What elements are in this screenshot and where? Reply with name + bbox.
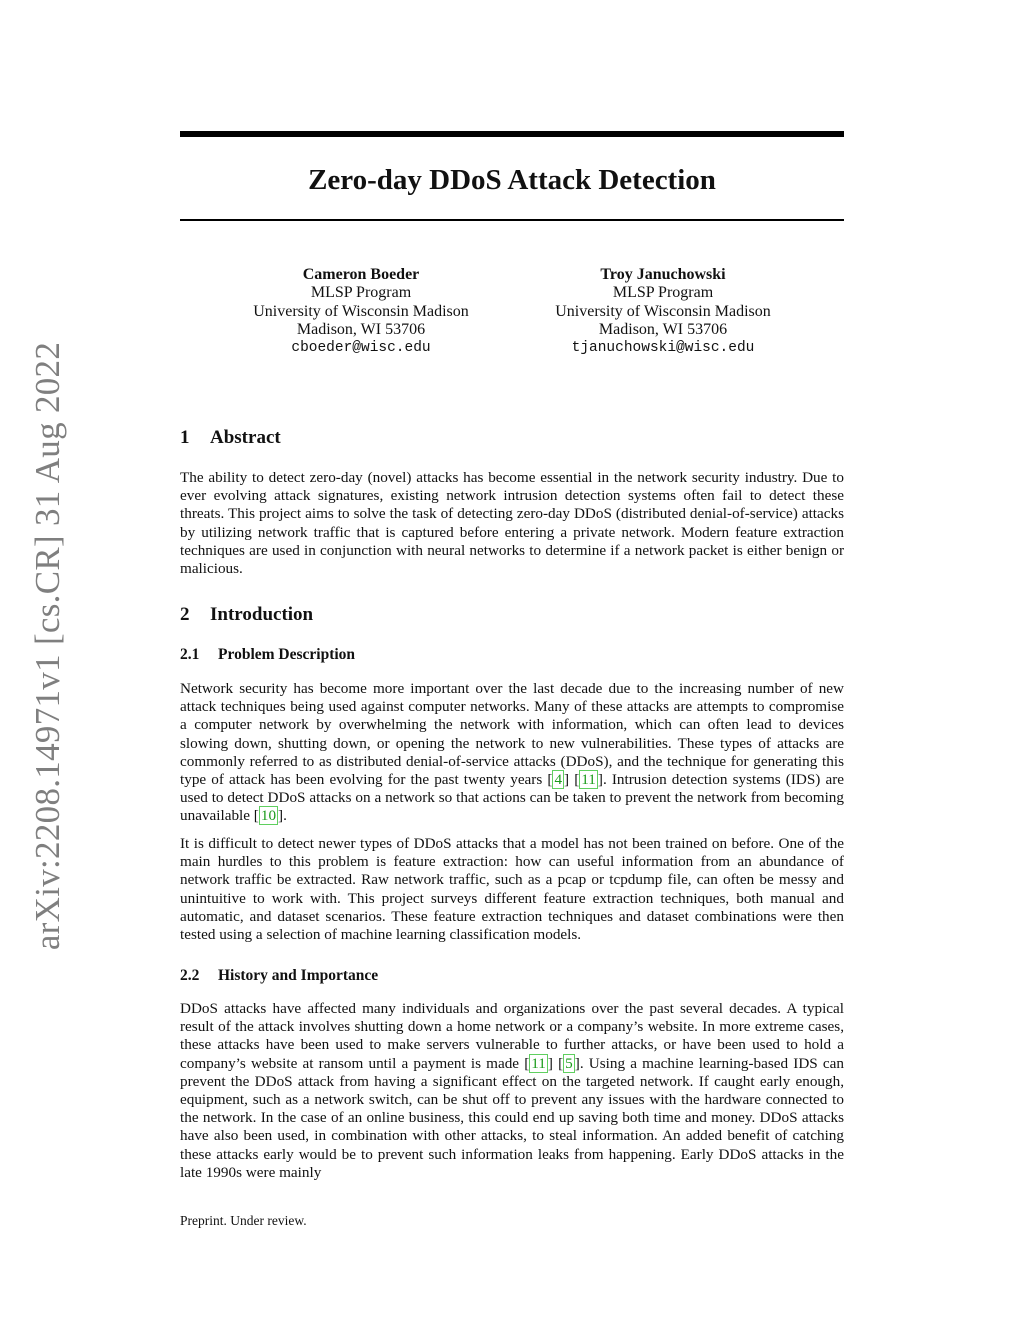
citation-link[interactable]: 10 [260, 807, 277, 825]
author-block [513, 266, 813, 357]
title-rule-top [180, 131, 844, 137]
section-heading-introduction [180, 603, 313, 627]
author-program: MLSP Program [612, 284, 714, 302]
subsection-number: 2.2 [180, 967, 200, 984]
author-email[interactable]: cboeder@wisc.edu [291, 340, 431, 357]
section-heading-abstract [180, 426, 281, 450]
author-address: Madison, WI 53706 [598, 320, 728, 338]
section-title: Introduction [210, 604, 314, 625]
author-name: Troy Januchowski [600, 266, 726, 283]
problem-paragraph-2: It is difficult to detect newer types of DDoS attacks that a model has not been trained on before. One of the main hurdles to this problem is feature extraction: how can useful information from an abundance of network traffic be extracted. Raw network traffic, such as a pcap or tcpdump file, can often be messy and unintuitive to work with. This project surveys different feature extraction techniques, both manual and automatic, and dataset scenarios. These feature extraction techniques and dataset combinations were then tested using a selection of machine learning classification models. [180, 835, 844, 944]
problem-paragraph-1: Network security has become more important over the last decade due to the increasing number of new attack techniques being used against computer networks. Many of these attacks are attempts to compromise a computer network by overwhelming the network with information, which can often lead to devices slowing down, shutting down, or opening the network to new vulnerabilities. These types of attacks are commonly referred to as distributed denial-of-service attacks (DDoS), and the technique for generating this type of attack has been evolving for the past twenty years [ 4 ] [ 11 ]. Intrusion detection systems (IDS) are used to detect DDoS attacks on a network so that actions can be taken to prevent the network from becoming unavailable [ 10 ]. [180, 680, 845, 825]
citation-link[interactable]: 11 [581, 771, 596, 789]
section-title: Abstract [210, 427, 281, 448]
author-block [211, 266, 511, 357]
author-affiliation: University of Wisconsin Madison [555, 302, 771, 320]
author-name: Cameron Boeder [302, 266, 420, 283]
citation-link[interactable]: 5 [565, 1054, 573, 1072]
subsection-heading-history [180, 966, 378, 986]
paragraph-text: Using a machine learning-based IDS can prevent the DDoS attack from having a significant effect on the targeted network. If caught early enough, equipment, such as a network switch, can be shut off to prevent any issues with the hardware connected to the network. In the case of an online business, this could end up saving both time and money. DDoS attacks have also been used, in combination with other attacks, to steal information. An added benefit of catching these attacks early would be to prevent such information leaks from happening. Early DDoS attacks in the late 1990s were mainly [180, 1054, 844, 1181]
subsection-heading-problem [180, 645, 355, 665]
arxiv-identifier: arXiv:2208.14971v1 [cs.CR] 31 Aug 2022 [28, 341, 67, 951]
paragraph-text: Intrusion detection systems (IDS) are used to detect DDoS attacks on a network so that actions can be taken to prevent the network from becoming unavailable [180, 771, 845, 825]
paper-title: Zero-day DDoS Attack Detection [308, 164, 716, 196]
section-number: 2 [180, 604, 190, 625]
abstract-paragraph: The ability to detect zero-day (novel) attacks has become essential in the network security industry. Due to ever evolving attack signatures, existing network intrusion detection systems often fail to detect these threats. This project aims to solve the task of detecting zero-day DDoS (distributed denial-of-service) attacks by utilizing network traffic that is captured before entering a private network. Modern feature extraction techniques are used in conjunction with neural networks to determine if a network packet is either benign or malicious. [180, 469, 844, 578]
author-email[interactable]: tjanuchowski@wisc.edu [571, 340, 755, 357]
paragraph-text: DDoS attacks have affected many individuals and organizations over the past several decades. A typical result of the attack involves shutting down a home network or a company’s website. In more extreme cases, these attacks have been used to make servers vulnerable to further attacks, or have been used to hold a company’s website at ransom until a payment is made [180, 1000, 844, 1072]
author-program: MLSP Program [310, 284, 412, 302]
author-affiliation: University of Wisconsin Madison [253, 302, 469, 320]
history-paragraph-1: DDoS attacks have affected many individuals and organizations over the past several decades. A typical result of the attack involves shutting down a home network or a company’s website. In more extreme cases, these attacks have been used to make servers vulnerable to further attacks, or have been used to hold a company’s website at ransom until a payment is made [ 11 ] [ 5 ]. Using a machine learning-based IDS can prevent the DDoS attack from having a significant effect on the targeted network. If caught early enough, equipment, such as a network switch, can be shut off to prevent any issues with the hardware connected to the network. In the case of an online business, this could end up saving both time and money. DDoS attacks have also been used, in combination with other attacks, to steal information. An added benefit of catching these attacks early would be to prevent such information leaks from happening. Early DDoS attacks in the late 1990s were mainly [180, 1000, 844, 1181]
title-rule-bottom [180, 219, 844, 221]
preprint-footer: Preprint. Under review. [180, 1213, 307, 1228]
citation-link[interactable]: 11 [531, 1054, 546, 1072]
paragraph-text: Network security has become more important over the last decade due to the increasing number of new attack techniques being used against computer networks. Many of these attacks are attempts to compromise a computer network by overwhelming the network with information, which can often lead to devices slowing down, shutting down, or opening the network to new vulnerabilities. These types of attacks are commonly referred to as distributed denial-of-service attacks (DDoS), and the technique for generating this type of attack has been evolving for the past twenty years [180, 680, 844, 789]
citation-link[interactable]: 4 [554, 771, 563, 789]
subsection-title: History and Importance [218, 967, 379, 984]
subsection-title: Problem Description [218, 646, 356, 663]
subsection-number: 2.1 [180, 646, 200, 663]
author-address: Madison, WI 53706 [296, 320, 426, 338]
section-number: 1 [180, 427, 190, 448]
